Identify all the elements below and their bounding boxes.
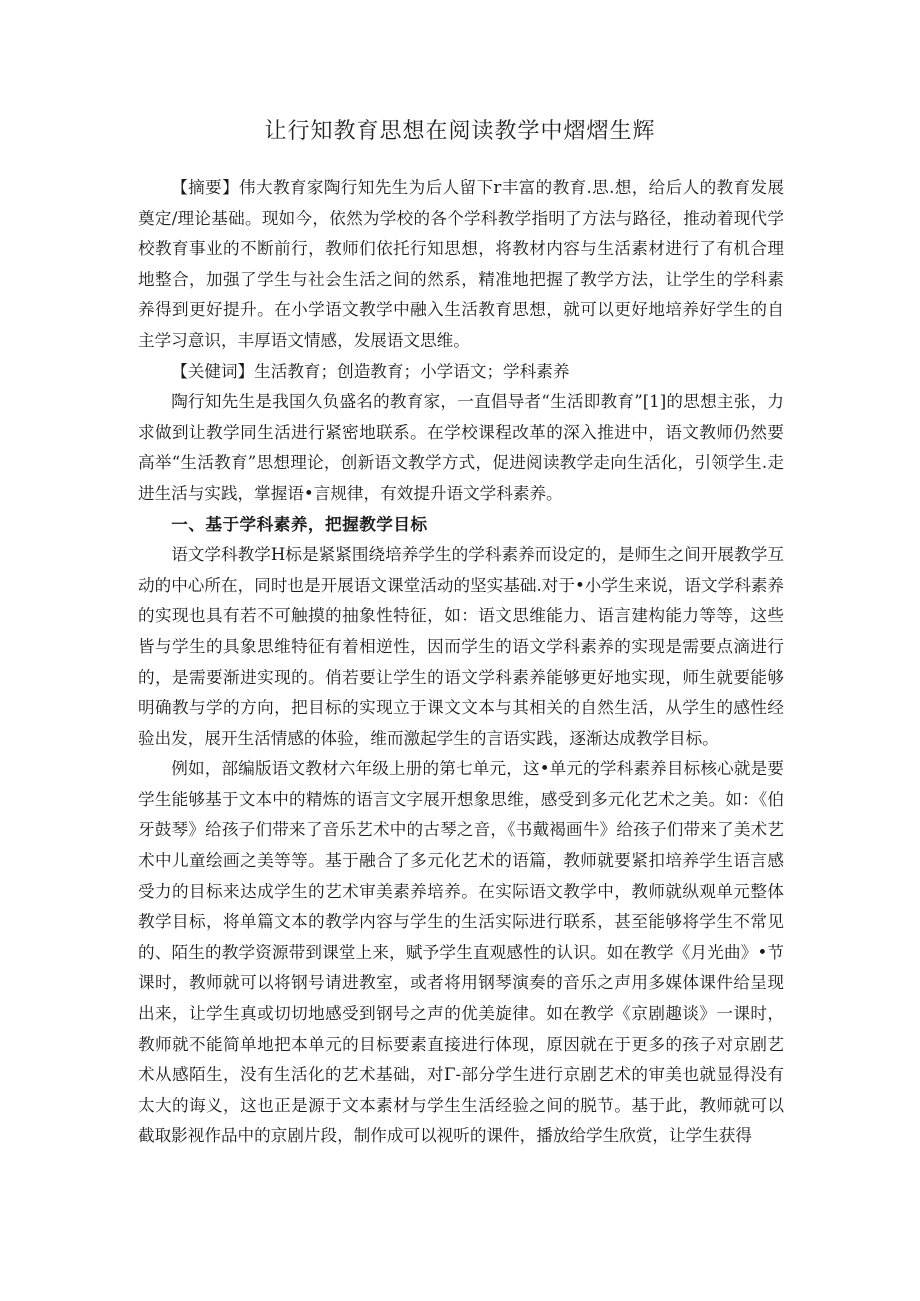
keywords-text: 生活教育；创造教育；小学语文；学科素养 [254,361,570,381]
section-paragraph: 语文学科教学H标是紧紧围绕培养学生的学科素养而设定的，是师生之间开展教学互动的中心所在，同时也是开展语文课堂活动的坚实基础.对于•小学生来说，语文学科素养的实现也具有若不可触摸的抽象性特征，如：语文思维能力、语言建构能力等等，这些皆与学生的具象思维特征有着相逆性，因而学生的语文学科素养的实现是需要点滴进行的，是需要渐进实现的。俏若要让学生的语文学科素养能够更好地实现，师生就要能够明确教与学的方向，把目标的实现立于课文文本与其相关的自然生活，从学生的感性经验出发，展开生活情感的体验，维而激起学生的言语实践，逐渐达成教学目标。 [138,545,784,748]
abstract-label: 【摘要】 [171,178,240,197]
keywords-paragraph [138,357,784,388]
abstract-text: 伟大教育家陶行知先生为后人留下r丰富的教育.思.想，给后人的教育发展奠定/理论基础。现如今，依然为学校的各个学科教学指明了方法与路径，推动着现代学校教育事业的不断前行，教师们依托行知思想，将教材内容与生活素材进行了有机合理地整合，加强了学生与社会生活之间的然系，精准地把握了教学方法，让学生的学科素养得到更好提升。在小学语文教学中融入生活教育思想，就可以更好地培养好学生的自主学习意识，丰厚语文情感，发展语文思维。 [138,178,784,350]
section-paragraph: 例如，部编版语文教材六年级上册的第七单元，这•单元的学科素养目标核心就是要学生能够基于文本中的精炼的语言文字展开想象思维，感受到多元化艺术之美。如：《伯牙鼓琴》给孩子们带来了音乐艺术中的古琴之音，《书戴褐画牛》给孩子们带来了美术艺术中儿童绘画之美等等。基于融合了多元化艺术的语篇，教师就要紧扣培养学生语言感受力的目标来达成学生的艺术审美素养培养。在实际语文教学中，教师就纵观单元整体教学目标，将单篇文本的教学内容与学生的生活实际进行联系，甚至能够将学生不常见的、陌生的教学资源带到课堂上来，赋予学生直观感性的认识。如在教学《月光曲》•节课时，教师就可以将钢号请进教室，或者将用钢琴演奏的音乐之声用多媒体课件给呈现出来，让学生真或切切地感受到钢号之声的优美旋律。如在教学《京剧趣谈》一课时，教师就不能简单地把本单元的目标要素直接进行体现，原因就在于更多的孩子对京剧艺术从感陌生，没有生活化的艺术基础，对Γ-部分学生进行京剧艺术的审美也就显得没有太大的诲义，这也正是源于文本素材与学生生活经验之间的脱节。基于此，教师就可以截取影视作品中的京剧片段，制作成可以视听的课件，播放给学生欣赏，让学生获得 [138,759,784,1146]
section-heading: 一、基于学科素养，把握教学目标 [171,514,428,534]
abstract-paragraph [138,173,784,357]
document-body [138,173,784,1152]
page-title: 让行知教育思想在阅读教学中熠熠生辉 [264,119,656,144]
keywords-label: 【关健词】 [171,361,255,381]
intro-paragraph: 陶行知先生是我国久负盛名的教育家，一直倡导者“生活即教育”[1]的思想主张，力求做到让教学同生活进行紧密地联系。在学校课程改革的深入推进中，语文教师仍然要高举“生活教育”思想理论，创新语文教学方式，促进阅读教学走向生活化，引领学生.走进生活与实践，掌握语•言规律，有效提升语文学科素养。 [138,392,784,503]
